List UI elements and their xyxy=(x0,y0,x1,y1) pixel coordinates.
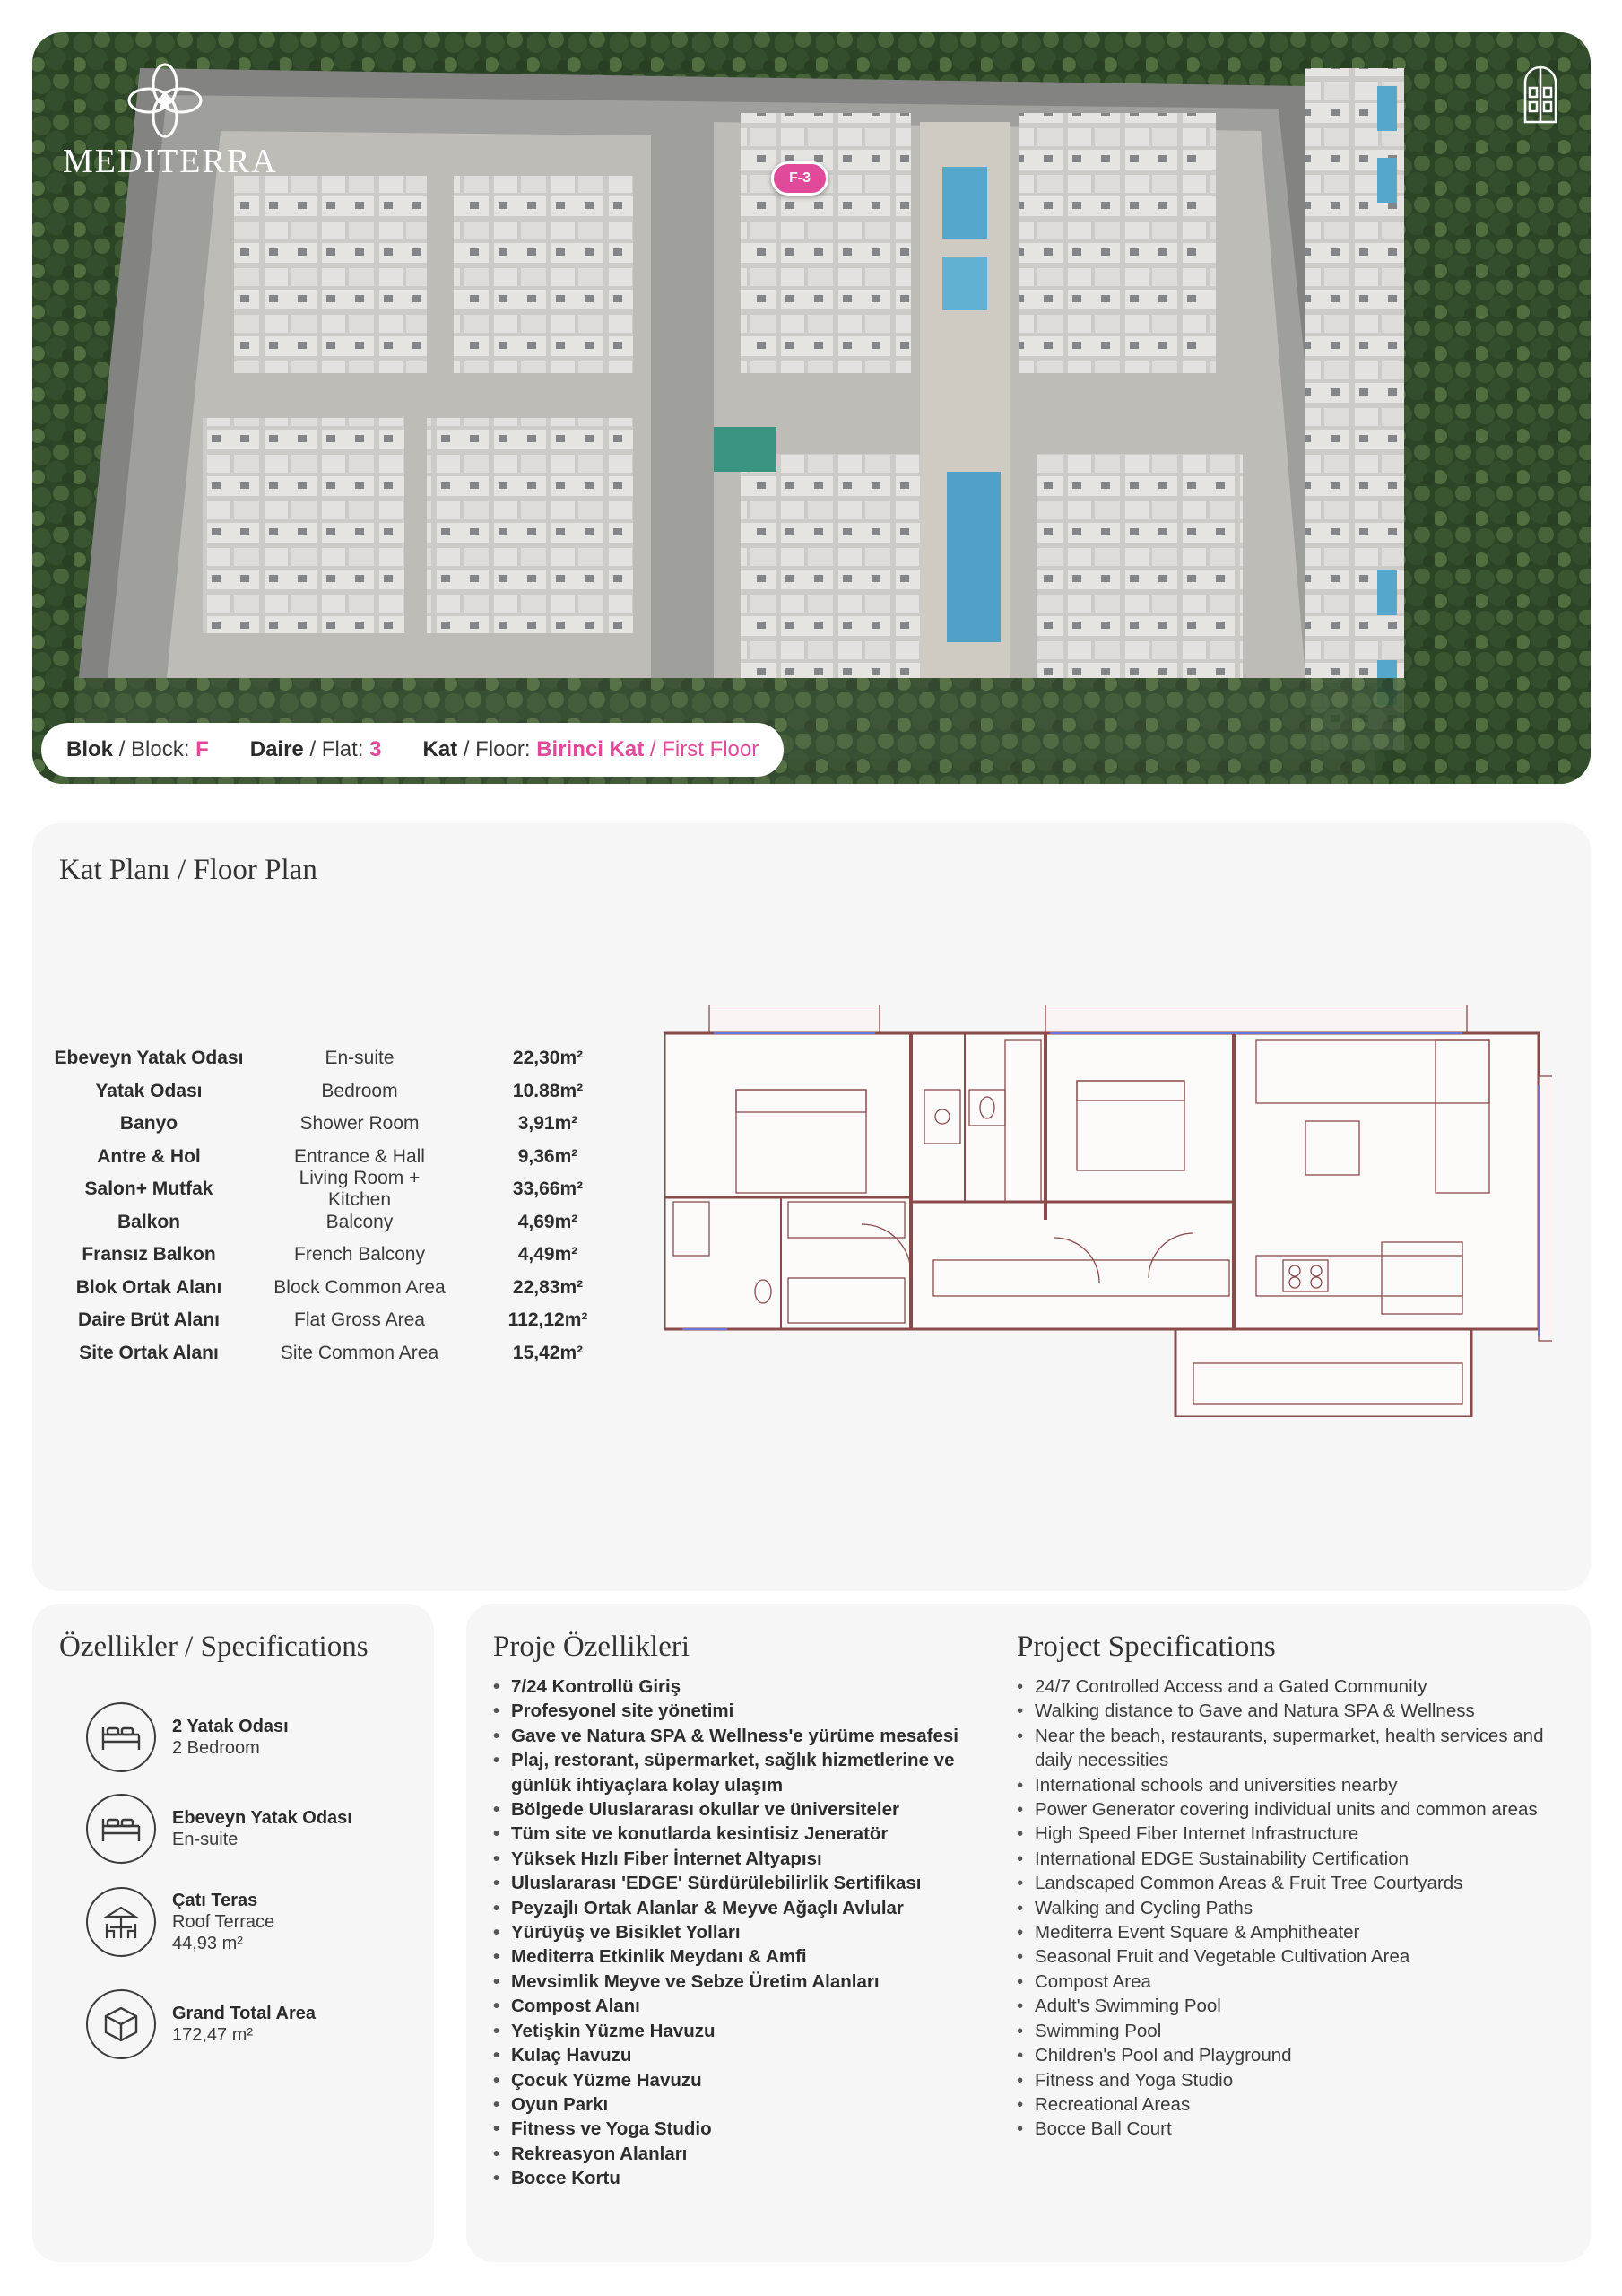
list-item: • Çocuk Yüzme Havuzu xyxy=(493,2068,995,2092)
list-item: • Walking distance to Gave and Natura SPA & Wellness xyxy=(1017,1699,1573,1723)
floor-plan-panel xyxy=(32,823,1591,1591)
list-item: • Bocce Kortu xyxy=(493,2166,995,2190)
area-row: Ebeveyn Yatak Odası En-suite 22,30m² xyxy=(54,1048,584,1069)
list-item: • Adult's Swimming Pool xyxy=(1017,1994,1573,2018)
list-item: • Profesyonel site yönetimi xyxy=(493,1699,995,1723)
list-item: • Near the beach, restaurants, supermarket, health services and daily necessities xyxy=(1017,1724,1573,1773)
list-item: • Landscaped Common Areas & Fruit Tree Courtyards xyxy=(1017,1871,1573,1895)
area-row: Blok Ortak Alanı Block Common Area 22,83m² xyxy=(75,1276,584,1298)
project-features-tr-title: Proje Özellikleri xyxy=(493,1631,690,1663)
spec-item-roof-terrace: Çatı Teras Roof Terrace 44,93 m² xyxy=(86,1887,274,1957)
list-item: • Compost Alanı xyxy=(493,1994,995,2018)
list-item: • Walking and Cycling Paths xyxy=(1017,1896,1573,1920)
unit-marker[interactable]: F-3 xyxy=(771,161,828,196)
brand-logo xyxy=(63,63,296,181)
specifications-title: Özellikler / Specifications xyxy=(59,1631,369,1663)
cube-icon xyxy=(86,1989,156,2059)
list-item: • Plaj, restorant, süpermarket, sağlık hizmetlerine ve günlük ihtiyaçlara kolay ulaşım xyxy=(493,1748,995,1797)
list-item: • High Speed Fiber Internet Infrastructure xyxy=(1017,1822,1573,1846)
bed-icon xyxy=(86,1702,156,1772)
area-row: Fransız Balkon French Balcony 4,49m² xyxy=(82,1244,578,1265)
list-item: • Seasonal Fruit and Vegetable Cultivation Area xyxy=(1017,1944,1573,1969)
list-item: • Oyun Parkı xyxy=(493,2092,995,2117)
list-item: • Fitness ve Yoga Studio xyxy=(493,2117,995,2141)
list-item: • 7/24 Kontrollü Giriş xyxy=(493,1674,995,1699)
door-icon xyxy=(1522,65,1558,124)
project-features-en-title: Project Specifications xyxy=(1017,1631,1276,1663)
list-item: • Mediterra Event Square & Amphitheater xyxy=(1017,1920,1573,1944)
list-item: • 24/7 Controlled Access and a Gated Community xyxy=(1017,1674,1573,1699)
spec-item-total-area: Grand Total Area 172,47 m² xyxy=(86,1989,316,2059)
project-specifications-panel xyxy=(466,1604,1591,2262)
floor-plan-title: Kat Planı / Floor Plan xyxy=(59,854,317,886)
list-item: • Rekreasyon Alanları xyxy=(493,2142,995,2166)
list-item: • Compost Area xyxy=(1017,1970,1573,1994)
area-table xyxy=(32,1042,642,1370)
floor-plan-drawing xyxy=(664,1004,1552,1417)
list-item: • International EDGE Sustainability Certification xyxy=(1017,1847,1573,1871)
list-item: • Tüm site ve konutlarda kesintisiz Jeneratör xyxy=(493,1822,995,1846)
project-features-en xyxy=(1017,1631,1573,2142)
list-item: • Recreational Areas xyxy=(1017,2092,1573,2117)
list-item: • Yürüyüş ve Bisiklet Yolları xyxy=(493,1920,995,1944)
bed-icon xyxy=(86,1794,156,1864)
spec-item-ensuite: Ebeveyn Yatak Odası En-suite xyxy=(86,1794,352,1864)
list-item: • Power Generator covering individual units and common areas xyxy=(1017,1797,1573,1822)
area-row: Site Ortak Alanı Site Common Area 15,42m² xyxy=(79,1342,584,1363)
list-item: • Kulaç Havuzu xyxy=(493,2043,995,2067)
area-row: Antre & Hol Entrance & Hall 9,36m² xyxy=(97,1145,578,1167)
roof-terrace-icon xyxy=(86,1887,156,1957)
list-item: • Children's Pool and Playground xyxy=(1017,2043,1573,2067)
spec-item-bedrooms: 2 Yatak Odası 2 Bedroom xyxy=(86,1702,289,1772)
flower-logo-icon xyxy=(127,63,203,138)
area-row: Daire Brüt Alanı Flat Gross Area 112,12m² xyxy=(78,1309,588,1331)
unit-info-bar xyxy=(41,723,784,777)
floor-info: Kat / Floor: Birinci Kat / First Floor xyxy=(422,737,759,761)
list-item: • Mevsimlik Meyve ve Sebze Üretim Alanları xyxy=(493,1970,995,1994)
area-row: Banyo Shower Room 3,91m² xyxy=(119,1113,578,1135)
block-info: Blok / Block: F xyxy=(66,737,209,761)
list-item: • Swimming Pool xyxy=(1017,2019,1573,2043)
specifications-panel xyxy=(32,1604,434,2262)
aerial-hero xyxy=(32,32,1591,784)
list-item: • Gave ve Natura SPA & Wellness'e yürüme mesafesi xyxy=(493,1724,995,1748)
list-item: • Uluslararası 'EDGE' Sürdürülebilirlik Sertifikası xyxy=(493,1871,995,1895)
list-item: • Peyzajlı Ortak Alanlar & Meyve Ağaçlı Avlular xyxy=(493,1896,995,1920)
brand-name: MEDITERRA xyxy=(63,143,278,180)
project-features-en-list xyxy=(1017,1674,1573,2142)
project-features-tr-list xyxy=(493,1674,995,2191)
area-row: Balkon Balcony 4,69m² xyxy=(117,1211,578,1232)
list-item: • Yüksek Hızlı Fiber İnternet Altyapısı xyxy=(493,1847,995,1871)
list-item: • Bocce Ball Court xyxy=(1017,2117,1573,2141)
list-item: • Mediterra Etkinlik Meydanı & Amfi xyxy=(493,1944,995,1969)
area-row: Yatak Odası Bedroom 10.88m² xyxy=(95,1080,584,1101)
list-item: • Bölgede Uluslararası okullar ve üniversiteler xyxy=(493,1797,995,1822)
list-item: • Fitness and Yoga Studio xyxy=(1017,2068,1573,2092)
flat-info: Daire / Flat: 3 xyxy=(249,737,382,761)
area-row: Salon+ Mutfak Living Room + Kitchen 33,66m² xyxy=(84,1168,584,1211)
list-item: • International schools and universities nearby xyxy=(1017,1773,1573,1797)
list-item: • Yetişkin Yüzme Havuzu xyxy=(493,2019,995,2043)
project-features-tr xyxy=(493,1631,995,2191)
